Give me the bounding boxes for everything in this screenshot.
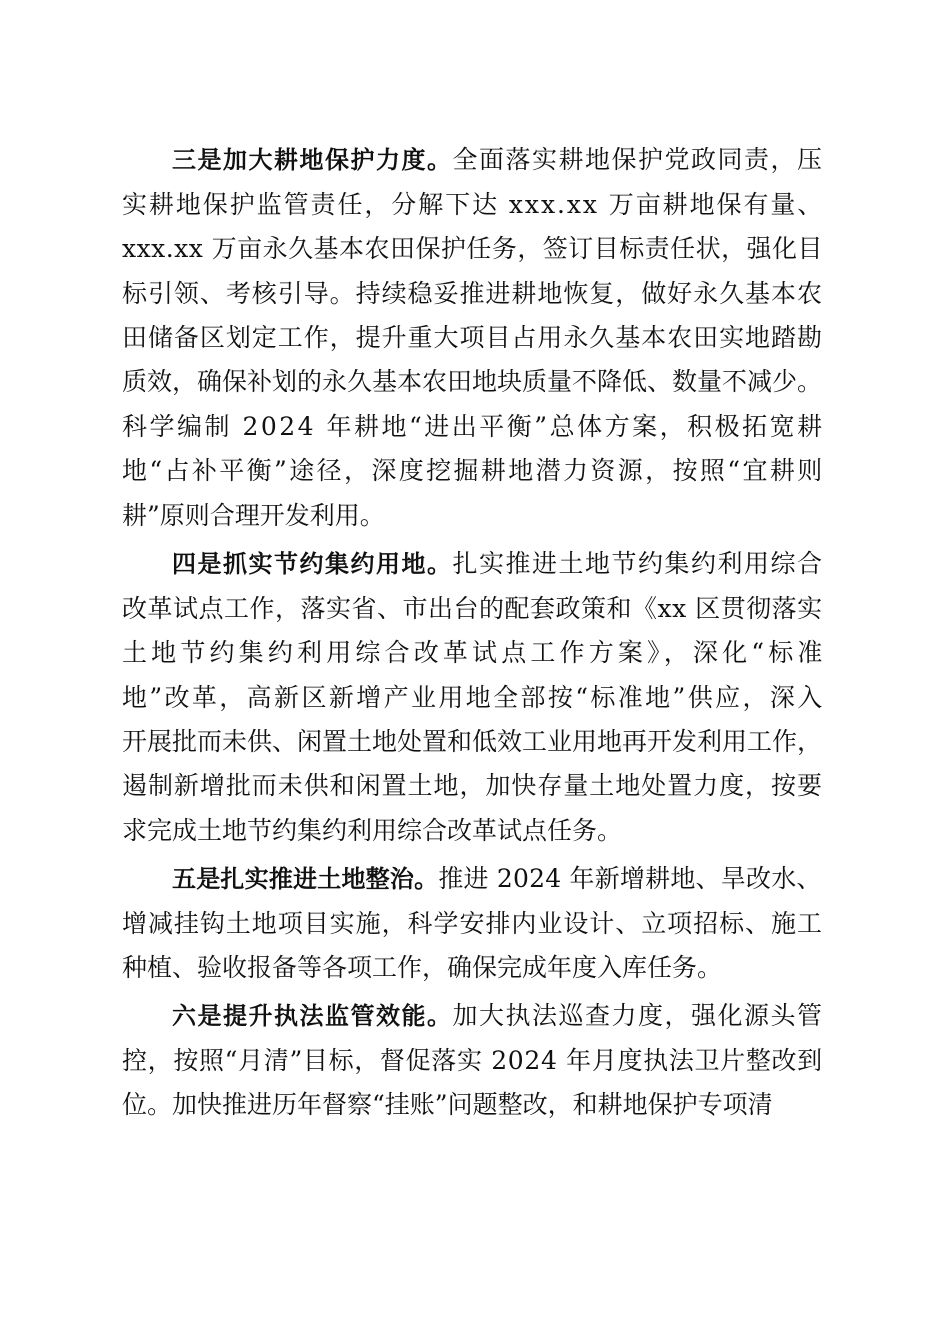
paragraph-line: 改革试点工作，落实省、市出台的配套政策和《xx 区贯彻落实 [122,594,823,623]
paragraph-line: 田储备区划定工作，提升重大项目占用永久基本农田实地踏勘 [122,323,823,352]
paragraph-line: xxx.xx 万亩永久基本农田保护任务，签订目标责任状，强化目 [122,234,823,263]
paragraph-line: 控，按照“月清”目标，督促落实 2024 年月度执法卫片整改到 [122,1046,823,1075]
paragraph-lead: 三是加大耕地保护力度。 [172,146,453,174]
paragraph-text: 加大执法巡查力度，强化源头管 [452,1001,824,1030]
paragraph-line [172,542,824,586]
paragraph-line: 求完成土地节约集约利用综合改革试点任务。 [122,816,623,845]
paragraph-text: 全面落实耕地保护党政同责，压 [452,145,824,174]
paragraph-lead: 五是扎实推进土地整治。 [172,865,439,893]
paragraph-text: 推进 2024 年新增耕地、旱改水、 [438,864,822,893]
paragraph-line: 土地节约集约利用综合改革试点工作方案》，深化“标准 [122,638,827,667]
paragraph-line: 质效，确保补划的永久基本农田地块质量不降低、数量不减少。 [122,367,823,396]
paragraph-line: 开展批而未供、闲置土地处置和低效工业用地再开发利用工作， [122,727,823,756]
paragraph-line: 地”改革，高新区新增产业用地全部按“标准地”供应，深入 [122,683,825,712]
paragraph-line: 科学编制 2024 年耕地“进出平衡”总体方案，积极拓宽耕 [122,412,825,441]
paragraph-lead: 六是提升执法监管效能。 [172,1002,453,1030]
paragraph-text: 扎实推进土地节约集约利用综合 [452,549,824,578]
paragraph-line: 标引领、考核引导。持续稳妥推进耕地恢复，做好永久基本农 [122,279,823,308]
paragraph-line [172,994,824,1038]
paragraph-line: 增减挂钩土地项目实施，科学安排内业设计、立项招标、施工 [122,909,823,938]
paragraph-line [172,138,824,182]
paragraph-line: 遏制新增批而未供和闲置土地，加快存量土地处置力度，按要 [122,771,823,800]
paragraph-line: 位。加快推进历年督察“挂账”问题整改，和耕地保护专项清 [122,1090,773,1119]
paragraph-line: 耕”原则合理开发利用。 [122,501,385,530]
paragraph-line: 实耕地保护监管责任，分解下达 xxx.xx 万亩耕地保有量、 [122,190,825,219]
paragraph-lead: 四是抓实节约集约用地。 [172,550,453,578]
paragraph-line: 种植、验收报备等各项工作，确保完成年度入库任务。 [122,953,723,982]
paragraph-line [172,857,822,901]
paragraph-line: 地“占补平衡”途径，深度挖掘耕地潜力资源，按照“宜耕则 [122,456,825,485]
